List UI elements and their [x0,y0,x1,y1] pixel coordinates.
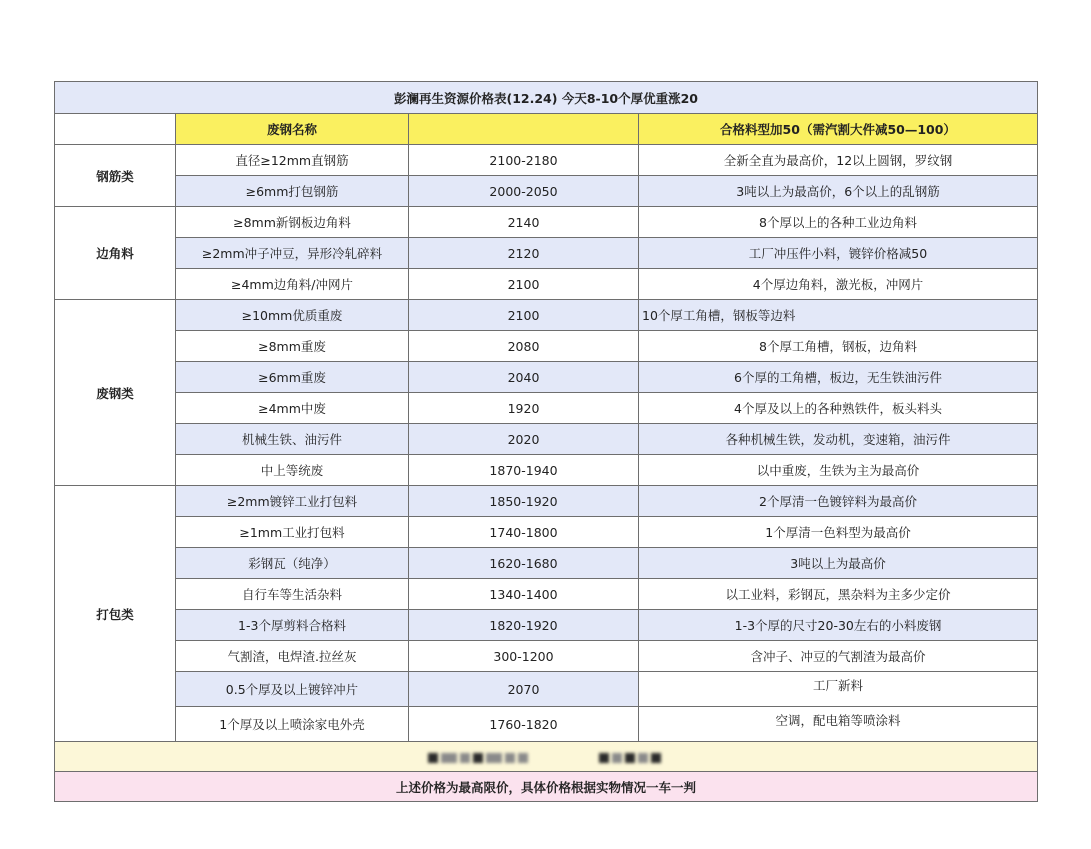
table-row [55,269,1038,300]
item-price: 1820-1920 [409,610,639,641]
item-name: ≥2mm镀锌工业打包料 [176,486,409,517]
item-name: ≥4mm中废 [176,393,409,424]
table-row [55,455,1038,486]
item-note: 1个厚清一色料型为最高价 [639,517,1038,548]
item-note: 1-3个厚的尺寸20-30左右的小料废钢 [639,610,1038,641]
item-name: ≥8mm重废 [176,331,409,362]
category-scrap-steel: 废钢类 [55,300,176,486]
item-note: 8个厚工角槽，钢板，边角料 [639,331,1038,362]
item-name: 机械生铁、油污件 [176,424,409,455]
item-name: ≥2mm冲子冲豆，异形冷轧碎料 [176,238,409,269]
category-bale: 打包类 [55,486,176,742]
table-row [55,176,1038,207]
redacted-contact [55,742,1038,772]
item-name: 1个厚及以上喷涂家电外壳 [176,707,409,742]
item-price: 1870-1940 [409,455,639,486]
item-note: 8个厚以上的各种工业边角料 [639,207,1038,238]
item-name: 气割渣，电焊渣.拉丝灰 [176,641,409,672]
table-row [55,641,1038,672]
item-note: 10个厚工角槽，钢板等边料 [639,300,1038,331]
redacted-contact-row [55,742,1038,772]
item-price: 1740-1800 [409,517,639,548]
item-name: ≥6mm打包钢筋 [176,176,409,207]
item-note: 以工业料，彩钢瓦，黑杂料为主多少定价 [639,579,1038,610]
footer-note: 上述价格为最高限价，具体价格根据实物情况一车一判 [55,772,1038,802]
item-note: 2个厚清一色镀锌料为最高价 [639,486,1038,517]
category-scrap-edges: 边角料 [55,207,176,300]
item-note: 4个厚及以上的各种熟铁件，板头料头 [639,393,1038,424]
table-row [55,548,1038,579]
header-price [409,114,639,145]
item-note: 3吨以上为最高价，6个以上的乱钢筋 [639,176,1038,207]
table-row [55,393,1038,424]
item-name: ≥6mm重废 [176,362,409,393]
item-price: 2040 [409,362,639,393]
footer-row [55,772,1038,802]
item-note: 6个厚的工角槽，板边，无生铁油污件 [639,362,1038,393]
item-name: ≥8mm新钢板边角料 [176,207,409,238]
table-row [55,300,1038,331]
item-price: 2100 [409,269,639,300]
table-row [55,362,1038,393]
item-name: 1-3个厚剪料合格料 [176,610,409,641]
item-price: 2020 [409,424,639,455]
header-category-cell [55,114,176,145]
item-price: 2120 [409,238,639,269]
item-name: 0.5个厚及以上镀锌冲片 [176,672,409,707]
header-name: 废钢名称 [176,114,409,145]
item-price: 1340-1400 [409,579,639,610]
item-note: 各种机械生铁，发动机，变速箱，油污件 [639,424,1038,455]
item-price: 1850-1920 [409,486,639,517]
item-price: 1620-1680 [409,548,639,579]
item-price: 2140 [409,207,639,238]
item-price: 2000-2050 [409,176,639,207]
table-row [55,207,1038,238]
item-name: 中上等统废 [176,455,409,486]
header-note: 合格料型加50（需汽割大件减50—100） [639,114,1038,145]
table-row [55,424,1038,455]
table-row [55,610,1038,641]
redacted-text [428,749,664,764]
item-price: 2070 [409,672,639,707]
item-note: 以中重废，生铁为主为最高价 [639,455,1038,486]
table-row [55,145,1038,176]
item-price: 2100 [409,300,639,331]
item-note: 工厂冲压件小料，镀锌价格减50 [639,238,1038,269]
table-row [55,707,1038,742]
item-note: 全新全直为最高价，12以上圆钢，罗纹钢 [639,145,1038,176]
table-row [55,579,1038,610]
item-price: 300-1200 [409,641,639,672]
item-note: 4个厚边角料，激光板，冲网片 [639,269,1038,300]
item-price: 2100-2180 [409,145,639,176]
item-name: ≥4mm边角料/冲网片 [176,269,409,300]
category-rebar: 钢筋类 [55,145,176,207]
table-row [55,238,1038,269]
table-row [55,672,1038,707]
table-title: 彭澜再生资源价格表(12.24) 今天8-10个厚优重涨20 [55,82,1038,114]
price-table [54,81,1038,802]
item-note: 3吨以上为最高价 [639,548,1038,579]
header-row [55,114,1038,145]
title-row [55,82,1038,114]
table-row [55,486,1038,517]
item-note: 空调，配电箱等喷涂料 [639,707,1038,742]
item-name: 直径≥12mm直钢筋 [176,145,409,176]
item-note: 工厂新料 [639,672,1038,707]
item-name: 自行车等生活杂料 [176,579,409,610]
item-name: ≥1mm工业打包料 [176,517,409,548]
item-price: 1760-1820 [409,707,639,742]
item-note: 含冲子、冲豆的气割渣为最高价 [639,641,1038,672]
item-name: ≥10mm优质重废 [176,300,409,331]
table-row [55,517,1038,548]
item-price: 2080 [409,331,639,362]
item-name: 彩钢瓦（纯净） [176,548,409,579]
item-price: 1920 [409,393,639,424]
table-row [55,331,1038,362]
